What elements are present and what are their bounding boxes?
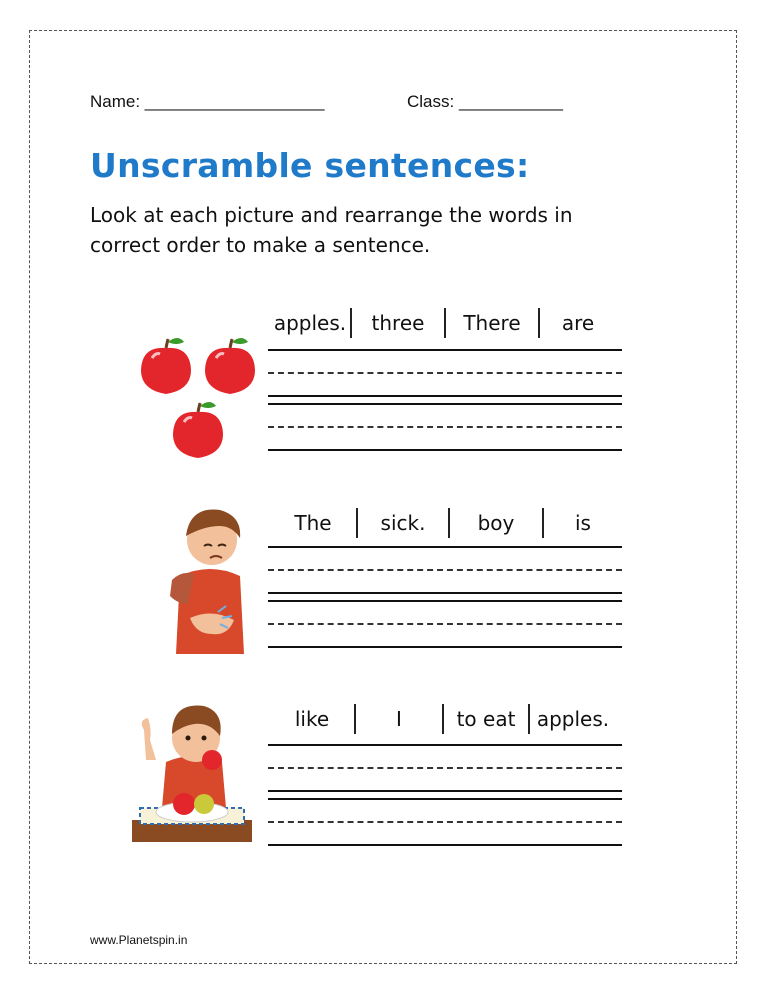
word-tile: boy xyxy=(477,511,515,535)
word-tile: to eat xyxy=(456,707,516,731)
writing-line xyxy=(268,844,622,846)
word-tile: apples. xyxy=(536,707,610,731)
word-tile: I xyxy=(396,707,402,731)
writing-line xyxy=(268,798,622,800)
writing-lines-1 xyxy=(268,349,622,451)
writing-guide-line xyxy=(268,569,622,571)
writing-line xyxy=(268,395,622,397)
writing-line xyxy=(268,403,622,405)
writing-guide-line xyxy=(268,372,622,374)
writing-lines-3 xyxy=(268,744,622,846)
word-tile: The xyxy=(294,511,332,535)
writing-lines-2 xyxy=(268,546,622,648)
name-field-label: Name: ___________________ xyxy=(90,92,325,111)
word-bank-3 xyxy=(270,702,616,736)
writing-line xyxy=(268,646,622,648)
sick-boy-picture xyxy=(160,506,260,654)
website-footer: www.Planetspin.in xyxy=(90,933,188,947)
writing-line xyxy=(268,744,622,746)
word-tile: is xyxy=(575,511,591,535)
word-tile: are xyxy=(561,311,595,335)
writing-line xyxy=(268,600,622,602)
word-tile: There xyxy=(463,311,521,335)
writing-guide-line xyxy=(268,426,622,428)
word-bank-1 xyxy=(270,306,616,340)
writing-guide-line xyxy=(268,767,622,769)
apple-icon xyxy=(141,338,191,394)
apple-icon xyxy=(173,402,223,458)
instructions-text: Look at each picture and rearrange the words in correct order to make a sentence. xyxy=(90,203,573,257)
writing-line xyxy=(268,592,622,594)
word-bank-2 xyxy=(270,506,622,540)
three-apples-picture xyxy=(138,334,262,458)
word-tile: apples. xyxy=(273,311,347,335)
word-tile: sick. xyxy=(380,511,426,535)
writing-line xyxy=(268,546,622,548)
writing-guide-line xyxy=(268,821,622,823)
worksheet-title: Unscramble sentences: xyxy=(90,146,530,185)
class-field-label: Class: ___________ xyxy=(407,92,563,111)
apple-icon xyxy=(205,338,255,394)
word-tile: like xyxy=(294,707,330,731)
writing-line xyxy=(268,449,622,451)
word-tile: three xyxy=(371,311,425,335)
boy-eating-apple-picture xyxy=(126,700,254,846)
writing-line xyxy=(268,349,622,351)
writing-guide-line xyxy=(268,623,622,625)
writing-line xyxy=(268,790,622,792)
